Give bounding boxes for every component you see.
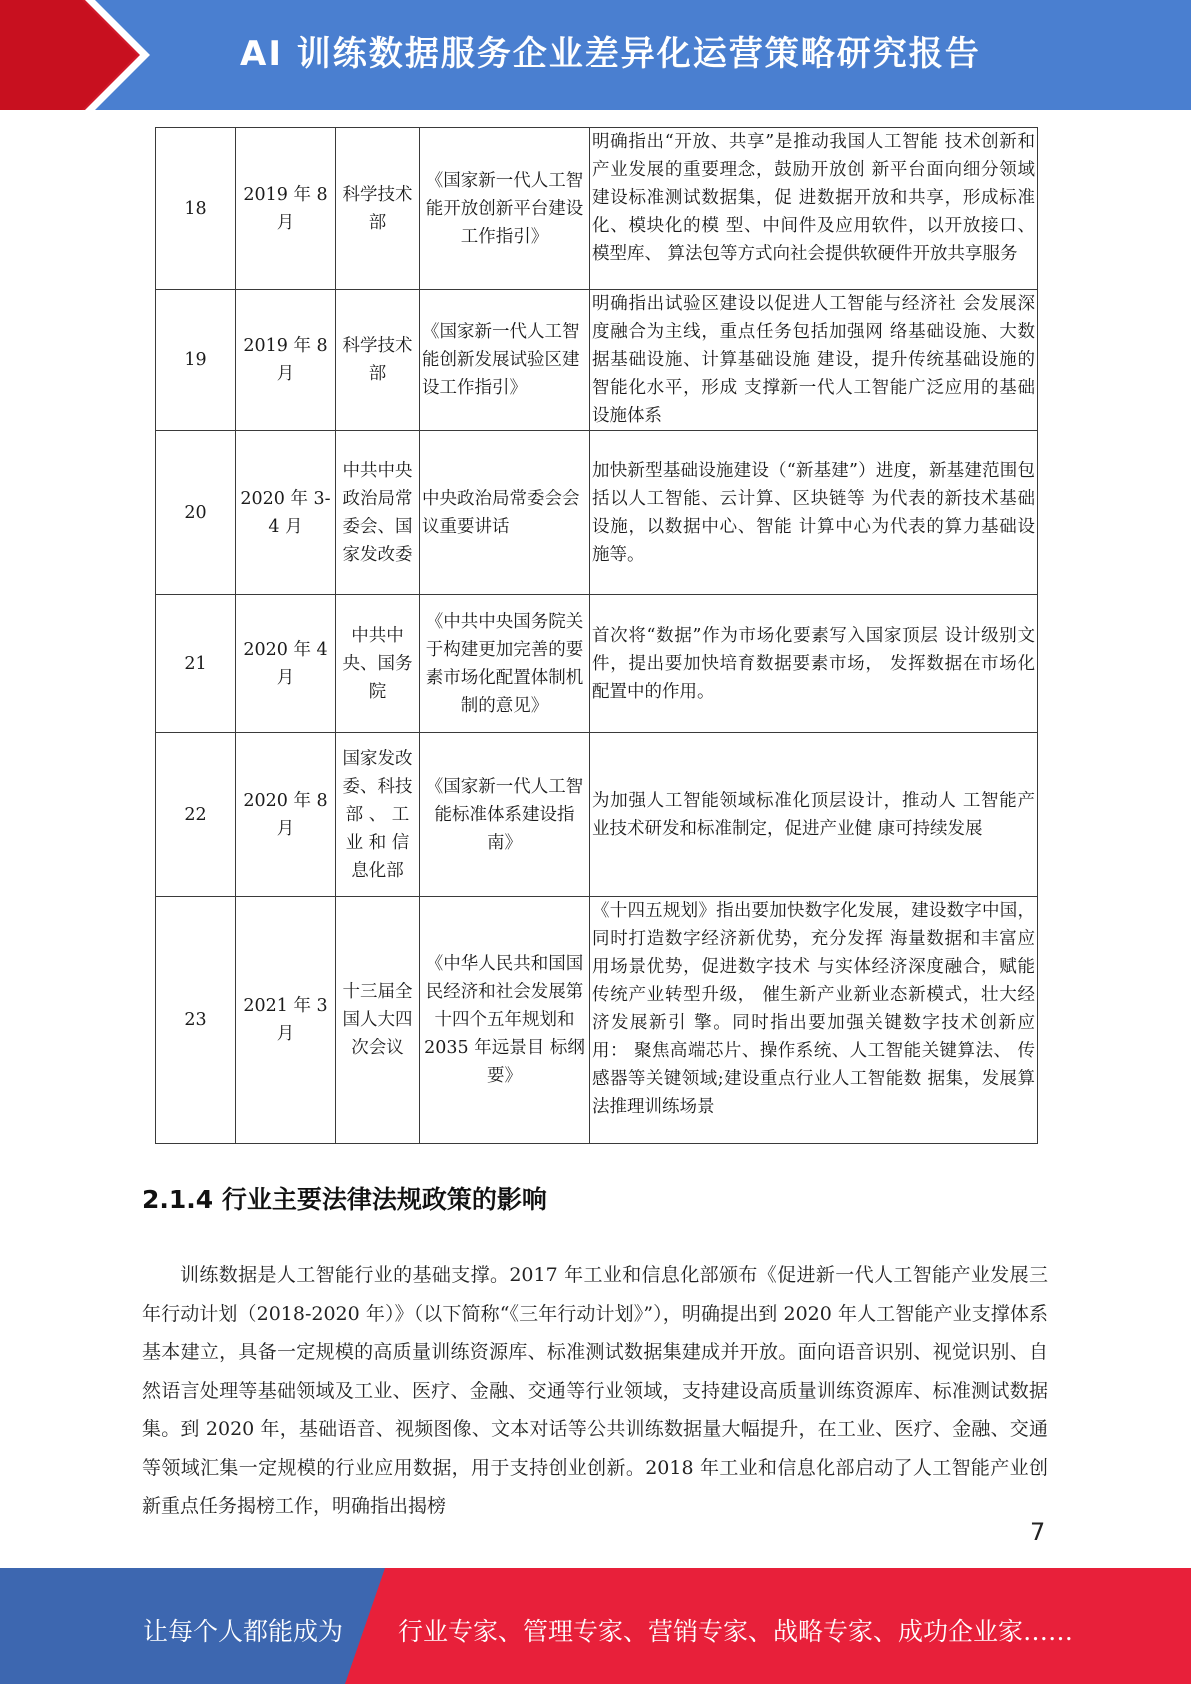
header-arrow-decoration xyxy=(0,0,200,110)
row-date: 2020 年 4 月 xyxy=(236,595,336,733)
row-description: 《十四五规划》指出要加快数字化发展，建设数字中国，同时打造数字经济新优势，充分发挥 海量数据和丰富应用场景优势，促进数字技术 与实体经济深度融合，赋能传统产业转型升级， 催生新产业新业态新模式，壮大经济发展新引 擎。同时指出要加强关键数字技术创新应用： 聚焦高端芯片、操作系统、人工智能关键算法、 传感器等关键领域;建设重点行业人工智能数 据集，发展算法推理训练场景 xyxy=(590,897,1038,1144)
row-department: 中共中央、国务院 xyxy=(336,595,420,733)
row-document: 《中华人民共和国国民经济和社会发展第十四个五年规划和 2035 年远景目 标纲要》 xyxy=(420,897,590,1144)
row-document: 《国家新一代人工智能开放创新平台建设工作指引》 xyxy=(420,128,590,290)
row-description: 加快新型基础设施建设（“新基建”）进度，新基建范围包括以人工智能、云计算、区块链等 为代表的新技术基础设施，以数据中心、智能 计算中心为代表的算力基础设施等。 xyxy=(590,431,1038,595)
page-header xyxy=(0,0,1191,110)
table-row xyxy=(156,595,1038,733)
row-description: 首次将“数据”作为市场化要素写入国家顶层 设计级别文件，提出要加快培育数据要素市场， 发挥数据在市场化配置中的作用。 xyxy=(590,595,1038,733)
page-number: 7 xyxy=(1030,1518,1046,1546)
row-department: 十三届全国人大四次会议 xyxy=(336,897,420,1144)
row-description: 明确指出试验区建设以促进人工智能与经济社 会发展深度融合为主线，重点任务包括加强网 络基础设施、大数据基础设施、计算基础设施 建设，提升传统基础设施的智能化水平，形成 支撑新一代人工智能广泛应用的基础设施体系 xyxy=(590,290,1038,431)
row-document: 中央政治局常委会会议重要讲话 xyxy=(420,431,590,595)
row-number: 19 xyxy=(156,290,236,431)
row-number: 18 xyxy=(156,128,236,290)
row-document: 《中共中央国务院关于构建更加完善的要素市场化配置体制机制的意见》 xyxy=(420,595,590,733)
row-department: 中共中央政治局常委会、国家发改委 xyxy=(336,431,420,595)
row-number: 22 xyxy=(156,733,236,897)
row-description: 明确指出“开放、共享”是推动我国人工智能 技术创新和产业发展的重要理念，鼓励开放创 新平台面向细分领域建设标准测试数据集，促 进数据开放和共享，形成标准化、模块化的模 型、中间件及应用软件，以开放接口、模型库、 算法包等方式向社会提供软硬件开放共享服务 xyxy=(590,128,1038,290)
row-number: 20 xyxy=(156,431,236,595)
row-description: 为加强人工智能领域标准化顶层设计，推动人 工智能产业技术研发和标准制定，促进产业健 康可持续发展 xyxy=(590,733,1038,897)
section-heading: 2.1.4 行业主要法律法规政策的影响 xyxy=(142,1185,547,1214)
table-row xyxy=(156,290,1038,431)
row-date: 2021 年 3 月 xyxy=(236,897,336,1144)
footer-slogan-right: 行业专家、管理专家、营销专家、战略专家、成功企业家…… xyxy=(398,1617,1074,1646)
row-date: 2020 年 3-4 月 xyxy=(236,431,336,595)
table-row xyxy=(156,733,1038,897)
row-date: 2019 年 8 月 xyxy=(236,290,336,431)
row-department: 科学技术部 xyxy=(336,128,420,290)
row-date: 2019 年 8 月 xyxy=(236,128,336,290)
row-document: 《国家新一代人工智能创新发展试验区建设工作指引》 xyxy=(420,290,590,431)
row-department: 国家发改委、科技部 、 工业 和 信息化部 xyxy=(336,733,420,897)
row-date: 2020 年 8 月 xyxy=(236,733,336,897)
policy-table xyxy=(155,127,1038,1144)
table-row xyxy=(156,897,1038,1144)
page-footer xyxy=(0,1568,1191,1684)
row-number: 21 xyxy=(156,595,236,733)
body-paragraph: 训练数据是人工智能行业的基础支撑。2017 年工业和信息化部颁布《促进新一代人工智能产业发展三年行动计划（2018-2020 年）》（以下简称“《三年行动计划》”），明确提出到 2020 年人工智能产业支撑体系基本建立，具备一定规模的高质量训练资源库、标准测试数据集建成并开放。面向语音识别、视觉识别、自然语言处理等基础领域及工业、医疗、金融、交通等行业领域，支持建设高质量训练资源库、标准测试数据集。到 2020 年，基础语音、视频图像、文本对话等公共训练数据量大幅提升，在工业、医疗、金融、交通等领域汇集一定规模的行业应用数据，用于支持创业创新。2018 年工业和信息化部启动了人工智能产业创新重点任务揭榜工作，明确指出揭榜 xyxy=(142,1264,1048,1517)
row-number: 23 xyxy=(156,897,236,1144)
table-row xyxy=(156,128,1038,290)
footer-slogan-left: 让每个人都能成为 xyxy=(143,1617,344,1646)
row-document: 《国家新一代人工智能标准体系建设指南》 xyxy=(420,733,590,897)
report-title: AI 训练数据服务企业差异化运营策略研究报告 xyxy=(240,34,981,74)
table-row xyxy=(156,431,1038,595)
row-department: 科学技术部 xyxy=(336,290,420,431)
